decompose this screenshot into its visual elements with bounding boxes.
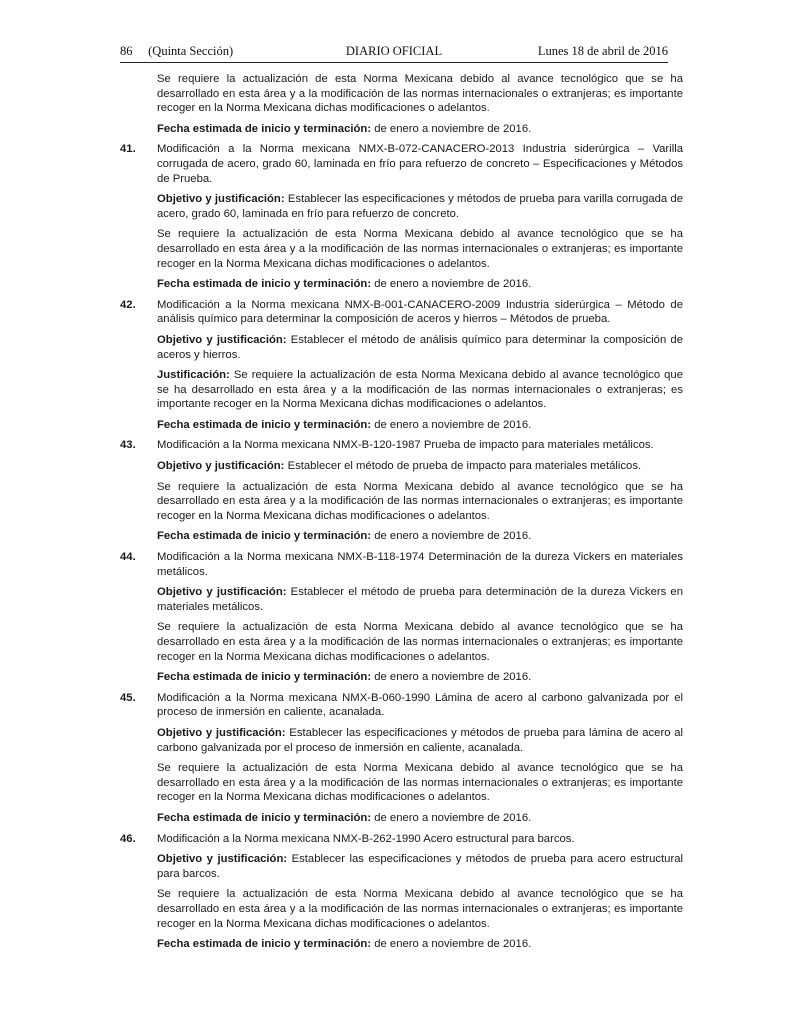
objective-text: Establecer el método de prueba para determinación de la dureza Vickers en materiales metálicos. xyxy=(157,586,683,613)
item-date-estimate xyxy=(157,277,683,292)
item-objective xyxy=(157,459,683,474)
date-estimate-label: Fecha estimada de inicio y terminación: xyxy=(157,811,372,824)
date-estimate-label: Fecha estimada de inicio y terminación: xyxy=(157,418,372,431)
date-estimate-label: Fecha estimada de inicio y terminación: xyxy=(157,278,372,291)
item-justification: Se requiere la actualización de esta Norma Mexicana debido al avance tecnológico que se ha desarrollado en esta área y a la modificación de las normas internacionales o extranjeras; es importante recoger en la Norma Mexicana dichas modificaciones o adelantos. xyxy=(157,762,683,804)
item-objective xyxy=(157,192,683,221)
item-objective xyxy=(157,852,683,881)
norm-item-title xyxy=(120,832,683,847)
date-estimate-label: Fecha estimada de inicio y terminación: xyxy=(157,530,372,543)
header-rule xyxy=(120,62,668,63)
intro-date-estimate xyxy=(157,122,683,137)
item-objective xyxy=(157,585,683,614)
item-number: 46. xyxy=(120,832,136,845)
norm-item-title xyxy=(120,438,683,453)
objective-text: Establecer las especificaciones y métodos de prueba para varilla corrugada de acero, grado 60, laminada en frío para refuerzo de concreto. xyxy=(157,193,683,220)
date-estimate-value: de enero a noviembre de 2016. xyxy=(371,811,532,824)
objective-label: Objetivo y justificación: xyxy=(157,586,287,599)
date-estimate-value: de enero a noviembre de 2016. xyxy=(371,122,532,135)
date-estimate-label: Fecha estimada de inicio y terminación: xyxy=(157,938,372,951)
item-justification: Se requiere la actualización de esta Norma Mexicana debido al avance tecnológico que se ha desarrollado en esta área y a la modificación de las normas internacionales o extranjeras; es importante recoger en la Norma Mexicana dichas modificaciones o adelantos. xyxy=(157,888,683,930)
publication-date: Lunes 18 de abril de 2016 xyxy=(537,44,668,58)
date-estimate-value: de enero a noviembre de 2016. xyxy=(371,671,532,684)
page-section-label: 86 (Quinta Sección) xyxy=(120,44,234,58)
date-estimate-value: de enero a noviembre de 2016. xyxy=(371,418,532,431)
objective-label: Objetivo y justificación: xyxy=(157,853,288,866)
item-objective xyxy=(157,333,683,362)
item-date-estimate xyxy=(157,670,683,685)
norm-item-title xyxy=(120,298,683,327)
objective-label: Objetivo y justificación: xyxy=(157,333,287,346)
item-justification xyxy=(157,368,683,412)
objective-label: Objetivo y justificación: xyxy=(157,193,285,206)
date-estimate-value: de enero a noviembre de 2016. xyxy=(371,938,532,951)
item-justification: Se requiere la actualización de esta Norma Mexicana debido al avance tecnológico que se ha desarrollado en esta área y a la modificación de las normas internacionales o extranjeras; es importante recoger en la Norma Mexicana dichas modificaciones o adelantos. xyxy=(157,621,683,663)
item-title-text: Modificación a la Norma mexicana NMX-B-001-CANACERO-2009 Industria siderúrgica – Método de análisis químico para determinar la composición de aceros y hierros – Métodos de prueba. xyxy=(157,298,683,326)
date-estimate-value: de enero a noviembre de 2016. xyxy=(371,278,532,291)
item-date-estimate xyxy=(157,418,683,433)
objective-text: Establecer las especificaciones y métodos de prueba para acero estructural para barcos. xyxy=(157,853,683,880)
objective-text: Establecer el método de análisis químico para determinar la composición de aceros y hierros. xyxy=(157,333,683,361)
item-title-text: Modificación a la Norma mexicana NMX-B-060-1990 Lámina de acero al carbono galvanizada por el proceso de inmersión en caliente, acanalada. xyxy=(157,691,683,719)
page-header xyxy=(120,44,668,64)
item-date-estimate xyxy=(157,811,683,826)
item-number: 42. xyxy=(120,298,136,311)
intro-justification: Se requiere la actualización de esta Norma Mexicana debido al avance tecnológico que se ha desarrollado en esta área y a la modificación de las normas internacionales o extranjeras; es importante recoger en la Norma Mexicana dichas modificaciones o adelantos. xyxy=(157,73,683,115)
item-date-estimate xyxy=(157,937,683,952)
item-title-text: Modificación a la Norma mexicana NMX-B-118-1974 Determinación de la dureza Vickers en materiales metálicos. xyxy=(157,551,683,578)
item-justification: Se requiere la actualización de esta Norma Mexicana debido al avance tecnológico que se ha desarrollado en esta área y a la modificación de las normas internacionales o extranjeras; es importante recoger en la Norma Mexicana dichas modificaciones o adelantos. xyxy=(157,480,683,522)
date-estimate-label: Fecha estimada de inicio y terminación: xyxy=(157,122,372,135)
norm-item-title xyxy=(120,691,683,720)
item-number: 45. xyxy=(120,691,136,704)
norm-item-title xyxy=(120,550,683,579)
objective-text: Establecer las especificaciones y métodos de prueba para lámina de acero al carbono galvanizada por el proceso de inmersión en caliente, acanalada. xyxy=(157,726,684,754)
item-title-text: Modificación a la Norma mexicana NMX-B-072-CANACERO-2013 Industria siderúrgica – Varilla corrugada de acero, grado 60, laminada en frío para refuerzo de concreto – Especificaciones y Métodos de Prueba. xyxy=(157,143,683,185)
justification-text: Se requiere la actualización de esta Norma Mexicana debido al avance tecnológico que se ha desarrollado en esta área y a la modificación de las normas internacionales o extranjeras; es importante recoger en la Norma Mexicana dichas modificaciones o adelantos. xyxy=(157,369,683,411)
document-body xyxy=(120,72,683,958)
item-title-text: Modificación a la Norma mexicana NMX-B-262-1990 Acero estructural para barcos. xyxy=(157,832,575,845)
objective-label: Objetivo y justificación: xyxy=(157,726,286,739)
item-number: 41. xyxy=(120,143,136,156)
item-objective xyxy=(157,726,683,755)
date-estimate-label: Fecha estimada de inicio y terminación: xyxy=(157,671,372,684)
justification-label: Justificación: xyxy=(157,369,230,382)
publication-title: DIARIO OFICIAL xyxy=(345,44,443,58)
norm-item-title xyxy=(120,142,683,186)
date-estimate-value: de enero a noviembre de 2016. xyxy=(371,530,532,543)
item-number: 44. xyxy=(120,551,136,564)
objective-text: Establecer el método de prueba de impacto para materiales metálicos. xyxy=(284,460,642,473)
item-justification: Se requiere la actualización de esta Norma Mexicana debido al avance tecnológico que se ha desarrollado en esta área y a la modificación de las normas internacionales o extranjeras; es importante recoger en la Norma Mexicana dichas modificaciones o adelantos. xyxy=(157,228,683,270)
objective-label: Objetivo y justificación: xyxy=(157,460,285,473)
item-number: 43. xyxy=(120,439,136,452)
item-title-text: Modificación a la Norma mexicana NMX-B-120-1987 Prueba de impacto para materiales metálicos. xyxy=(157,439,654,452)
item-date-estimate xyxy=(157,529,683,544)
